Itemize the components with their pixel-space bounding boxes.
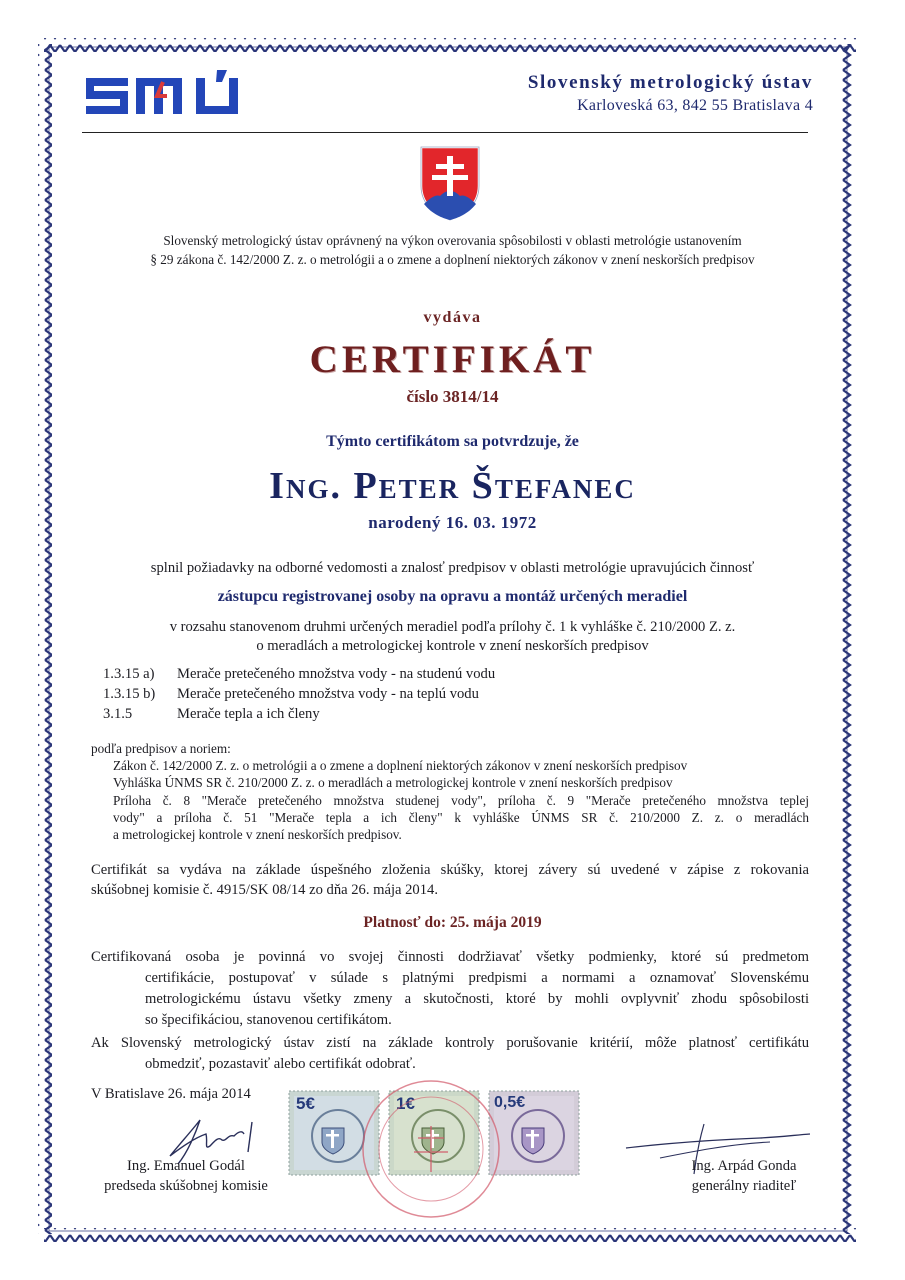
place-and-date: V Bratislave 26. mája 2014 xyxy=(91,1086,251,1102)
left-signatory-name: Ing. Emanuel Godál xyxy=(127,1158,245,1174)
item-text: Merače pretečeného množstva vody - na teplú vodu xyxy=(177,686,479,702)
stamp-value: 5€ xyxy=(296,1094,315,1113)
official-seal xyxy=(356,1074,506,1224)
right-signatory-title: generálny riaditeľ xyxy=(691,1178,797,1194)
requirements-text: splnil požiadavky na odborné vedomosti a znalosť predpisov v oblasti metrológie upravujúcich činnosť xyxy=(150,560,755,576)
header-divider xyxy=(82,132,808,133)
item-text: Merače pretečeného množstva vody - na studenú vodu xyxy=(177,666,496,682)
left-signatory-title: predseda skúšobnej komisie xyxy=(104,1178,268,1194)
slovak-coat-of-arms xyxy=(418,144,482,222)
stamp-value: 0,5€ xyxy=(494,1094,526,1111)
item-code: 1.3.15 a) xyxy=(103,666,155,682)
institution-name: Slovenský metrologický ústav xyxy=(527,72,813,93)
item-code: 1.3.15 b) xyxy=(103,686,156,702)
exam-line-2: skúšobnej komisie č. 4915/SK 08/14 zo dňa 26. mája 2014. xyxy=(91,882,438,898)
norm-line-2: Vyhláška ÚNMS SR č. 210/2000 Z. z. o meradlách a metrologickej kontrole v znení neskorších predpisov xyxy=(113,775,673,790)
confirmation-text: Týmto certifikátom sa potvrdzuje, že xyxy=(326,433,579,450)
smu-logo xyxy=(84,68,254,124)
obligations-line-2: certifikácie, postupovať v súlade s platnými predpismi a normami a oznamovať Slovenskému xyxy=(145,970,809,986)
obligations-line-4: so špecifikáciou, stanovenou certifikátom. xyxy=(145,1012,392,1028)
norm-line-4: vody" a príloha č. 51 "Merače tepla a ich členy" k vyhláške ÚNMS SR č. 210/2000 Z. z. o meradlách xyxy=(113,810,809,825)
obligations-line-1: Certifikovaná osoba je povinná vo svojej činnosti dodržiavať všetky podmienky, ktoré sú predmetom xyxy=(91,949,809,965)
obligations-line-3: metrologickému ústavu všetky zmeny a skutočnosti, ktoré by mohli ovplyvniť zhodu spôsobilosti xyxy=(145,991,809,1007)
issues-label: vydáva xyxy=(423,309,482,326)
revocation-line-1: Ak Slovenský metrologický ústav zistí na základe kontroly porušovanie kritérií, môže platnosť certifikátu xyxy=(91,1035,809,1051)
list-item xyxy=(103,706,320,723)
institution-address: Karloveská 63, 842 55 Bratislava 4 xyxy=(577,97,813,114)
norms-intro: podľa predpisov a noriem: xyxy=(91,741,231,756)
smu-logo-icon xyxy=(84,68,254,124)
norm-line-1: Zákon č. 142/2000 Z. z. o metrológii a o zmene a doplnení niektorých zákonov v znení neskorších predpisov xyxy=(113,758,688,773)
validity-date: Platnosť do: 25. mája 2019 xyxy=(363,914,542,931)
slovak-coat-of-arms-icon xyxy=(418,144,482,222)
stamp-value: 1€ xyxy=(396,1094,415,1113)
exam-line-1: Certifikát sa vydáva na základe úspešného zloženia skúšky, ktorej závery sú uvedené v zápise z rokovania xyxy=(91,862,809,878)
holder-name: Ing. Peter Štefanec xyxy=(269,465,636,507)
list-item xyxy=(103,666,495,683)
certificate-number: číslo 3814/14 xyxy=(406,387,499,406)
scope-line-2: o meradlách a metrologickej kontrole v znení neskorších predpisov xyxy=(256,638,649,654)
revocation-line-2: obmedziť, pozastaviť alebo certifikát odobrať. xyxy=(145,1056,416,1072)
authorization-line-2: § 29 zákona č. 142/2000 Z. z. o metrológii a o zmene a doplnení niektorých zákonov v znení neskorších predpisov xyxy=(150,252,755,267)
authorization-line-1: Slovenský metrologický ústav oprávnený na výkon overovania spôsobilosti v oblasti metrológie ustanovením xyxy=(163,233,742,248)
item-code: 3.1.5 xyxy=(103,706,133,722)
norm-line-3: Príloha č. 8 "Merače pretečeného množstva studenej vody", príloha č. 9 "Merače pretečeného množstva teplej xyxy=(113,793,809,808)
holder-birth-date: narodený 16. 03. 1972 xyxy=(368,513,537,532)
right-signatory-name: Ing. Arpád Gonda xyxy=(691,1158,797,1174)
item-text: Merače tepla a ich členy xyxy=(177,706,320,722)
certificate-title: CERTIFIKÁT xyxy=(309,338,596,381)
certified-role: zástupcu registrovanej osoby na opravu a montáž určených meradiel xyxy=(217,588,688,605)
list-item xyxy=(103,686,479,703)
scope-line-1: v rozsahu stanovenom druhmi určených meradiel podľa prílohy č. 1 k vyhláške č. 210/2000 Z. z. xyxy=(169,619,736,635)
norm-line-5: a metrologickej kontrole v znení neskorších predpisov. xyxy=(113,827,402,842)
